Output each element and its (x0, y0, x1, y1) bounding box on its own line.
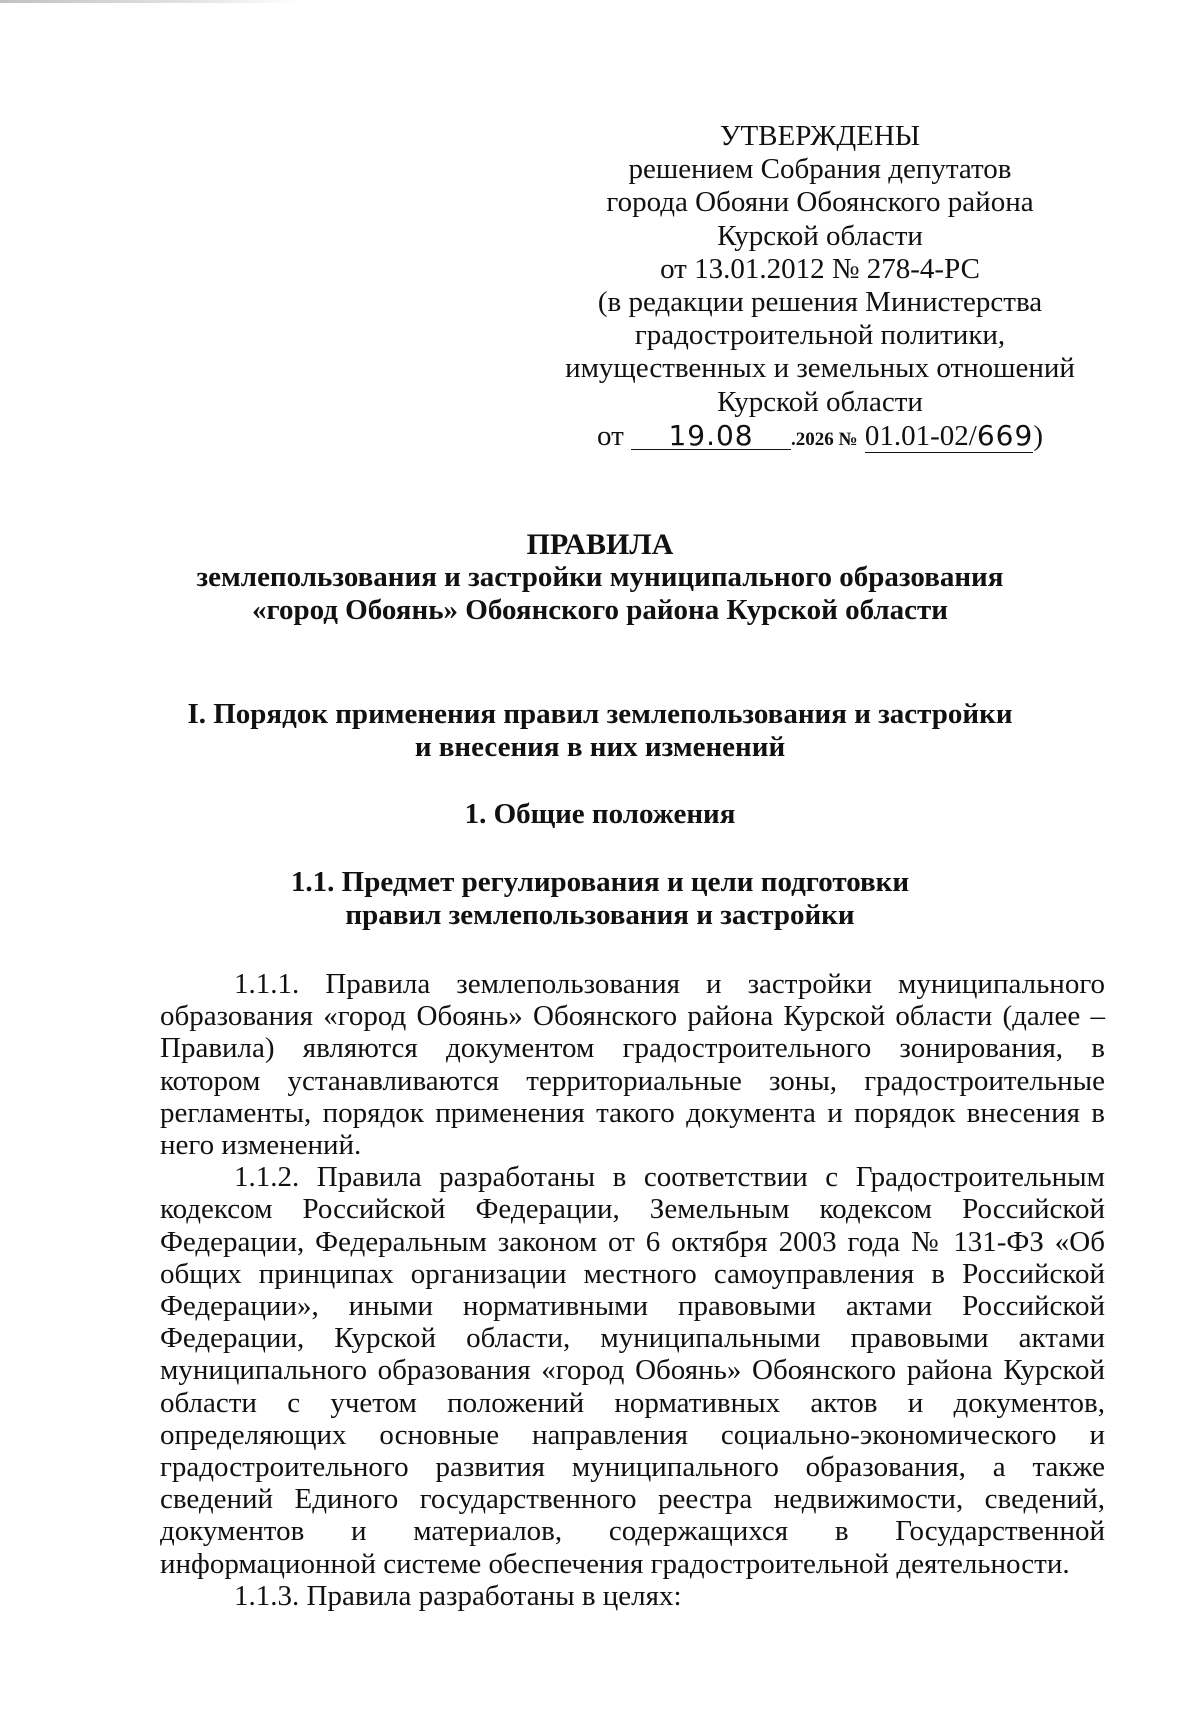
date-prefix: от (597, 419, 624, 452)
paragraph-1-1-2: 1.1.2. Правила разработаны в соответствии с Градостроительным кодексом Российской Федерации, Земельным кодексом Российской Федерации, Федеральным законом от 6 октября 2003 года № 131-ФЗ «Об общих принципах организации местного самоуправления в Российской Федерации», иными нормативными правовыми актами Российской Федерации, Курской области, муниципальными правовыми актами муниципального образования «город Обоянь» Обоянского района Курской области с учетом положений нормативных актов и документов, определяющих основные направления социально-экономического и градостроительного развития муниципального образования, а также сведений Единого государственного реестра недвижимости, сведений, документов и материалов, содержащихся в Государственной информационной системе обеспечения градостроительной деятельности. (160, 1161, 1105, 1580)
handwritten-date-text: 19.08 (668, 418, 754, 452)
title-line: землепользования и застройки муниципального образования (196, 561, 1004, 593)
chapter-title: 1. Общие положения (464, 798, 736, 830)
approval-heading: УТВЕРЖДЕНЫ (719, 120, 921, 152)
approval-line: города Обояни Обоянского района (606, 186, 1034, 219)
title-main: ПРАВИЛА (526, 528, 674, 561)
decision-number-handwritten: 669 (976, 418, 1034, 452)
approval-decision-date: от 13.01.2012 № 278-4-РС (660, 252, 980, 285)
approval-line: Курской области (717, 385, 923, 418)
scan-edge-mark (0, 0, 300, 3)
section-heading-line: I. Порядок применения правил землепользования и застройки (187, 698, 1013, 730)
decision-number-printed: 01.01-02/ (864, 419, 977, 452)
paragraph-1-1-1: 1.1.1. Правила землепользования и застройки муниципального образования «город Обоянь» Обоянского района Курской области (далее – Правила) являются документом градостроительного зонирования, в котором устанавливаются территориальные зоны, градостроительные регламенты, порядок применения такого документа и порядок внесения в него изменений. (160, 968, 1105, 1162)
subsection-heading-line: 1.1. Предмет регулирования и цели подготовки (290, 866, 910, 898)
approval-block (560, 120, 1080, 456)
document-body (160, 968, 1105, 1612)
subsection-heading (0, 866, 1200, 932)
approval-line: Курской области (717, 219, 923, 252)
handwritten-date (631, 418, 791, 452)
title-line: «город Обоянь» Обоянского района Курской области (252, 594, 948, 626)
section-heading-line: и внесения в них изменений (414, 731, 786, 763)
section-heading (0, 698, 1200, 764)
decision-number (865, 420, 1033, 453)
subsection-heading-line: правил землепользования и застройки (345, 899, 855, 931)
year-and-number-sign: .2026 № (791, 428, 858, 450)
approval-revision-date (560, 419, 1080, 456)
approval-line: решением Собрания депутатов (628, 153, 1012, 186)
closing-paren: ) (1033, 419, 1043, 452)
paragraph-1-1-3: 1.1.3. Правила разработаны в целях: (234, 1579, 682, 1612)
approval-line: градостроительной политики, (634, 319, 1006, 352)
document-title (0, 528, 1200, 627)
approval-line: (в редакции решения Министерства (597, 286, 1043, 319)
approval-line: имущественных и земельных отношений (565, 352, 1075, 385)
chapter-heading (0, 798, 1200, 831)
